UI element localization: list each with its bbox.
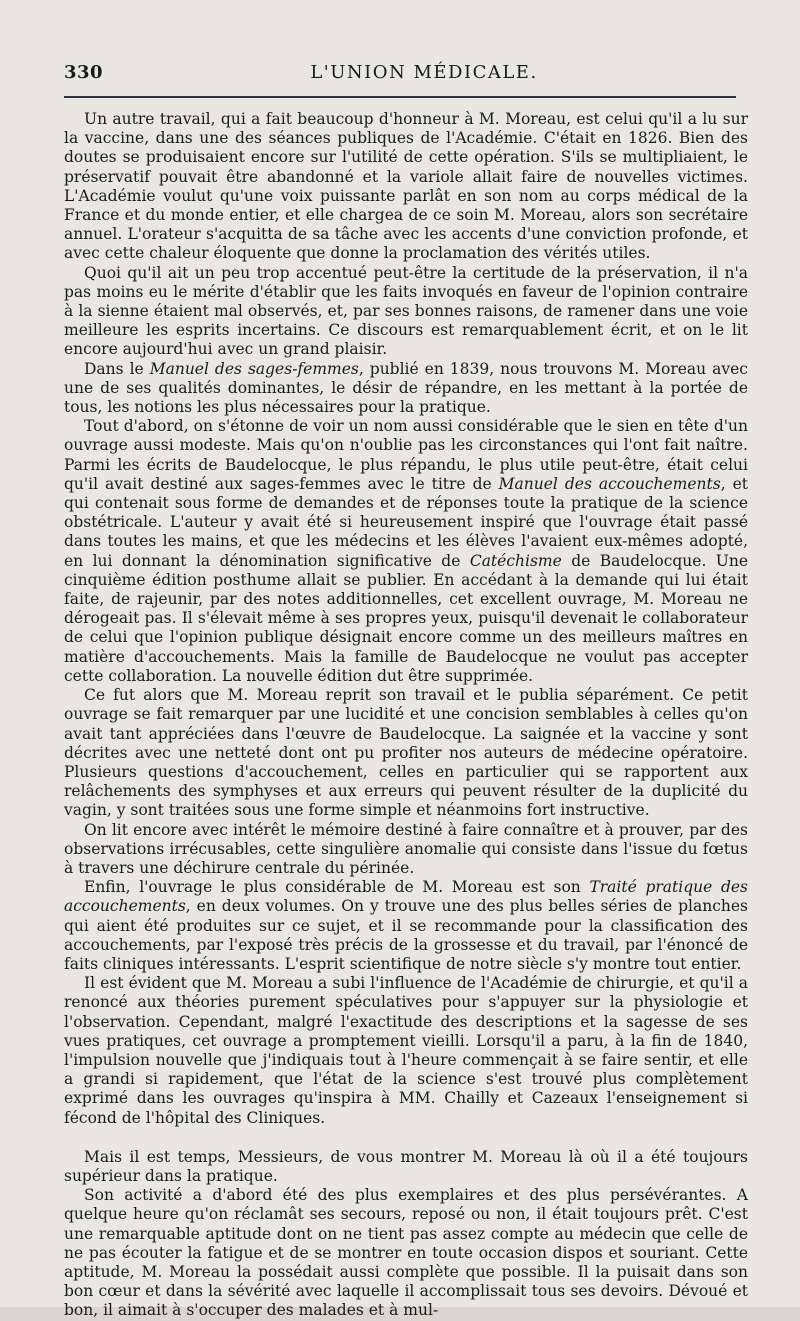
paragraph: Un autre travail, qui a fait beaucoup d'honneur à M. Moreau, est celui qu'il a lu sur la vaccine, dans une des séances publiques de l'Académie. C'était en 1826. Bien des doutes se produisaient encore sur l'utilité de cette opération. S'ils se multipliaient, le préservatif pouvait être abandonné et la variole allait faire de nouvelles victimes. L'Académie voulut qu'une voix puissante parlât en son nom au corps médical de la France et du monde entier, et elle chargea de ce soin M. Moreau, alors son secrétaire annuel. L'orateur s'acquitta de sa tâche avec les accents d'une conviction profonde, et avec cette chaleur éloquente que donne la proclamation des vérités utiles. [64,110,748,263]
page-header [64,62,744,90]
paragraph: Enfin, l'ouvrage le plus considérable de M. Moreau est son Traité pratique des accouchements, en deux volumes. On y trouve une des plus belles séries de planches qui aient été produites sur ce sujet, et il se recommande pour la classification des accouchements, par l'exposé très précis de la grossesse et du travail, par l'énoncé de faits cliniques intéressants. L'esprit scientifique de notre siècle s'y montre tout entier. [64,878,749,973]
running-title: L'UNION MÉDICALE. [310,62,538,83]
page-number: 330 [64,62,104,83]
paragraph: Tout d'abord, on s'étonne de voir un nom aussi considérable que le sien en tête d'un ouvrage aussi modeste. Mais qu'on n'oublie pas les circonstances qui l'ont fait naître. Parmi les écrits de Baudelocque, le plus répandu, le plus utile peut-être, était celui qu'il avait destiné aux sages-femmes avec le titre de Manuel des accouchements, et qui contenait sous forme de demandes et de réponses toute la pratique de la science obstétricale. L'auteur y avait été si heureusement inspiré que l'ouvrage était passé dans toutes les mains, et que les médecins et les élèves l'avaient eux-mêmes adopté, en lui donnant la dénomination significative de Catéchisme de Baudelocque. Une cinquième édition posthume allait se publier. En accédant à la demande qui lui était faite, de rajeunir, par des notes additionnelles, cet excellent ouvrage, M. Moreau ne dérogeait pas. Il s'élevait même à ses propres yeux, puisqu'il devenait le collaborateur de celui que l'opinion publique désignait encore comme un des meilleurs maîtres en matière d'accouchements. Mais la famille de Baudelocque ne voulut pas accepter cette collaboration. La nouvelle édition dut être supprimée. [64,417,749,685]
paragraph: Il est évident que M. Moreau a subi l'influence de l'Académie de chirurgie, et qu'il a renoncé aux théories purement spéculatives pour s'appuyer sur la physiologie et l'observation. Cependant, malgré l'exactitude des descriptions et la sagesse de ses vues pratiques, cet ouvrage a promptement vieilli. Lorsqu'il a paru, à la fin de 1840, l'impulsion nouvelle que j'indiquais tout à l'heure commençait à se faire sentir, et elle a grandi si rapidement, que l'état de la science s'est trouvé plus complètement exprimé dans les ouvrages qu'inspira à MM. Chailly et Cazeaux l'enseignement si fécond de l'hôpital des Cliniques. [64,974,748,1127]
paragraph: On lit encore avec intérêt le mémoire destiné à faire connaître et à prouver, par des observations irrécusables, cette singulière anomalie qui consiste dans l'issue du fœtus à travers une déchirure centrale du périnée. [64,820,748,877]
paragraph: Mais il est temps, Messieurs, de vous montrer M. Moreau là où il a été toujours supérieur dans la pratique. [64,1147,748,1185]
header-rule [64,96,736,98]
paragraph: Son activité a d'abord été des plus exemplaires et des plus persévérantes. A quelque heure qu'on réclamât ses secours, reposé ou non, il était toujours prêt. C'est une remarquable aptitude dont on ne tient pas assez compte au médecin que celle de ne pas écouter la fatigue et de se montrer en toute occasion dispos et souriant. Cette aptitude, M. Moreau la possédait aussi complète que possible. Il la puisait dans son bon cœur et dans la sévérité avec laquelle il accomplissait tous ses devoirs. Dévoué et bon, il aimait à s'occuper des malades et à mul- [64,1186,748,1320]
paragraph: Ce fut alors que M. Moreau reprit son travail et le publia séparément. Ce petit ouvrage se fait remarquer par une lucidité et une concision semblables à celles qu'on avait tant appréciées dans l'œuvre de Baudelocque. La saignée et la vaccine y sont décrites avec une netteté dont ont pu profiter nos auteurs de médecine opératoire. Plusieurs questions d'accouchement, celles en particulier qui se rapportent aux relâchements des symphyses et aux erreurs qui peuvent résulter de la duplicité du vagin, y sont traitées sous une forme simple et néanmoins fort instructive. [64,686,748,820]
paragraph: Quoi qu'il ait un peu trop accentué peut-être la certitude de la préservation, il n'a pas moins eu le mérite d'établir que les faits invoqués en faveur de l'opinion contraire à la sienne étaient mal observés, et, par ses bonnes raisons, de ramener dans une voie meilleure les esprits incertains. Ce discours est remarquablement écrit, et on le lit encore aujourd'hui avec un grand plaisir. [64,263,748,359]
body-text [64,110,748,1321]
paragraph: Dans le Manuel des sages-femmes, publié en 1839, nous trouvons M. Moreau avec une de ses qualités dominantes, le désir de répandre, en les mettant à la portée de tous, les notions les plus nécessaires pour la pratique. [64,359,748,417]
